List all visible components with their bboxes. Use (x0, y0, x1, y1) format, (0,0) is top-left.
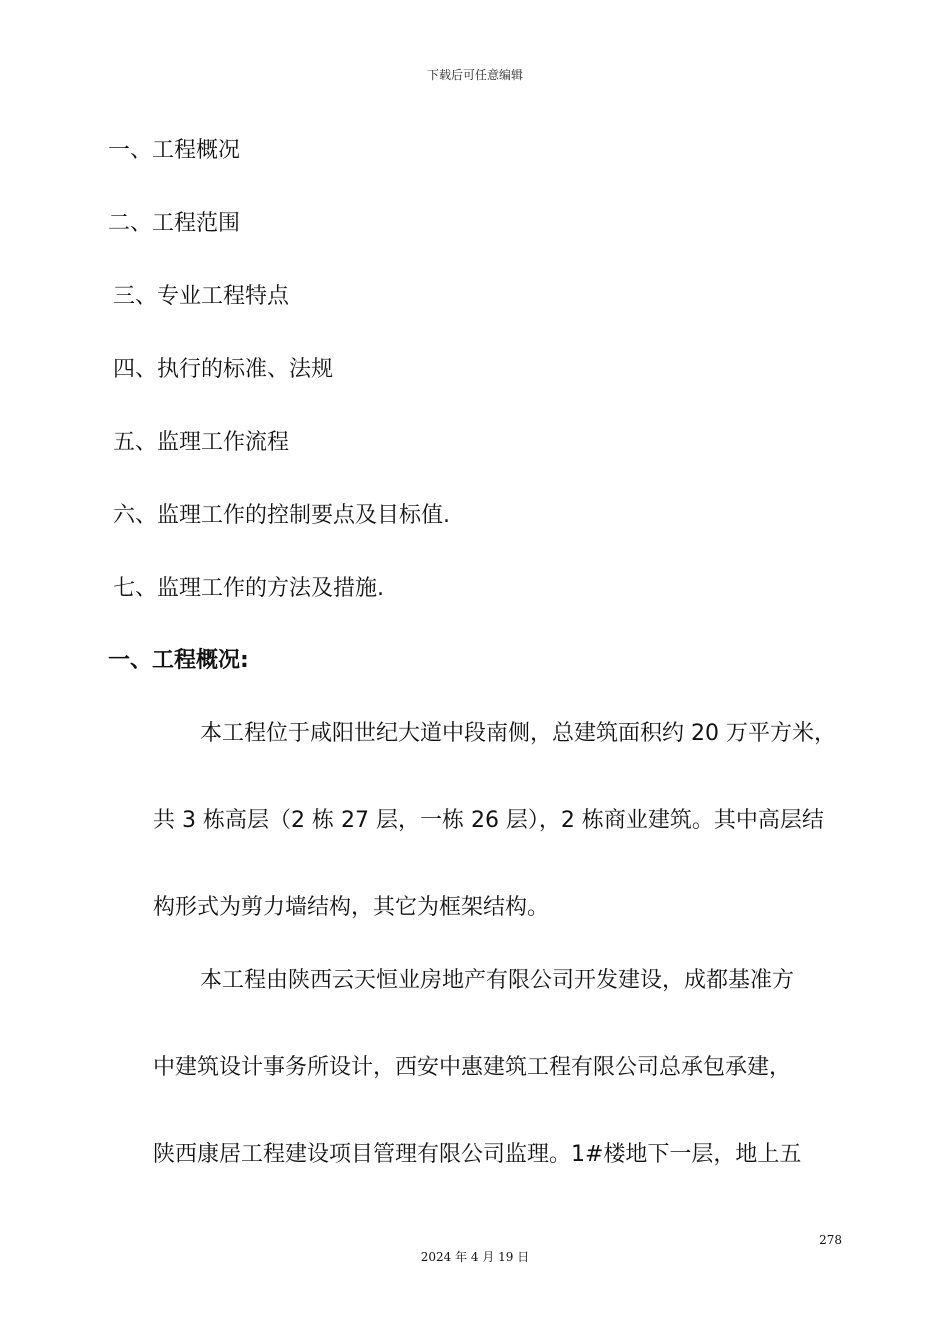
toc-item-overview: 一、工程概况 (108, 138, 241, 163)
page-header: 下载后可任意编辑 (426, 68, 523, 82)
page-number: 278 (819, 1233, 842, 1247)
paragraph-line: 本工程由陕西云天恒业房地产有限公司开发建设，成都基准方 (200, 968, 795, 993)
toc-item-features: 三、专业工程特点 (113, 284, 290, 309)
paragraph-line: 陕西康居工程建设项目管理有限公司监理。1#楼地下一层，地上五 (153, 1142, 802, 1167)
footer-date: 2024 年 4 月 19 日 (420, 1250, 530, 1264)
toc-item-scope: 二、工程范围 (108, 211, 241, 236)
paragraph-line: 本工程位于咸阳世纪大道中段南侧，总建筑面积约 20 万平方米， (200, 721, 836, 746)
paragraph-line: 中建筑设计事务所设计，西安中惠建筑工程有限公司总承包承建， (153, 1055, 792, 1080)
paragraph-line: 共 3 栋高层（2 栋 27 层，一栋 26 层），2 栋商业建筑。其中高层结 (153, 808, 824, 833)
toc-item-control-points: 六、监理工作的控制要点及目标值. (113, 503, 450, 528)
toc-item-standards: 四、执行的标准、法规 (113, 357, 334, 382)
toc-item-workflow: 五、监理工作流程 (113, 430, 290, 455)
paragraph-line: 构形式为剪力墙结构，其它为框架结构。 (153, 895, 550, 920)
toc-item-methods: 七、监理工作的方法及措施. (113, 576, 384, 601)
section-heading: 一、工程概况: (108, 648, 249, 673)
